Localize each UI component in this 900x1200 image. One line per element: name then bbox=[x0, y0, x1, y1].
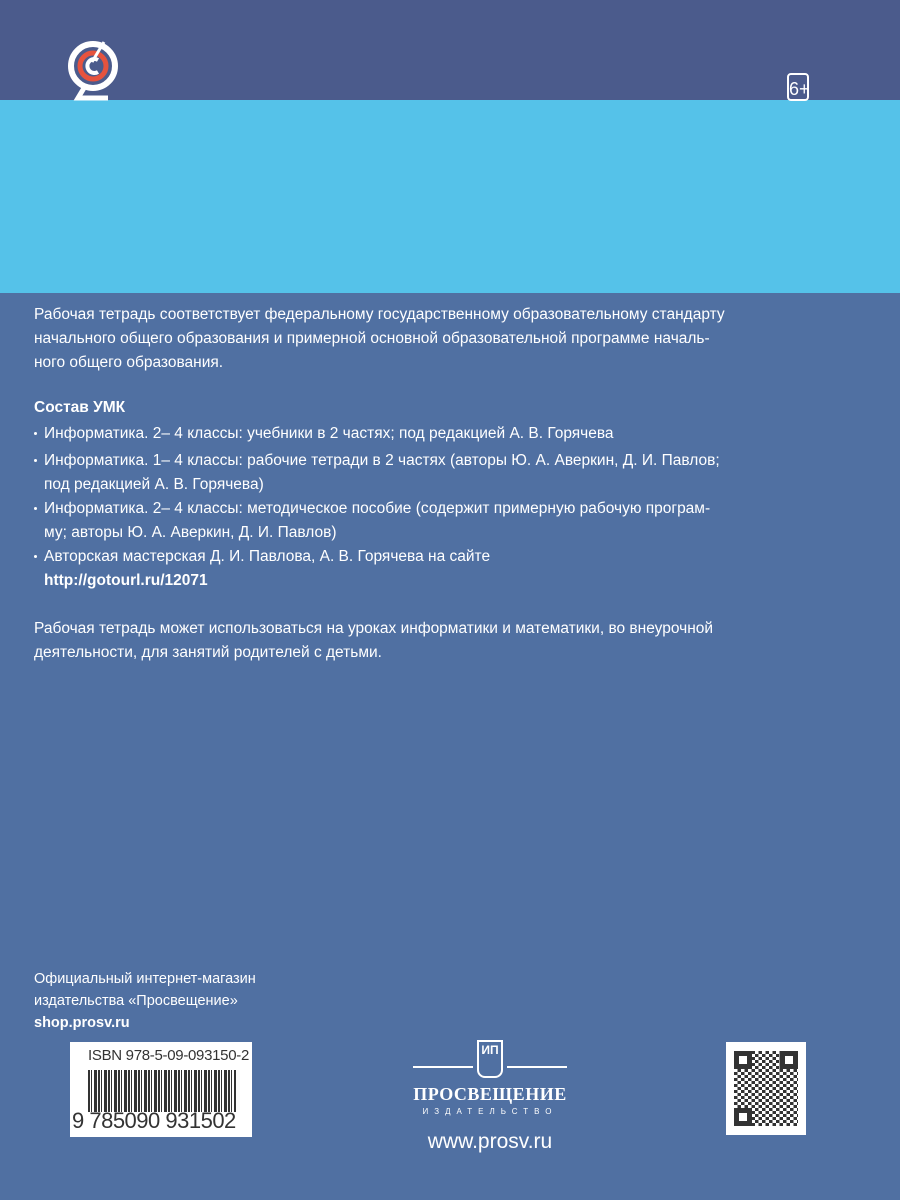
publisher-logo bbox=[410, 1040, 570, 1154]
barcode-icon bbox=[88, 1070, 236, 1112]
intro-line: Рабочая тетрадь соответствует федеральному государственному образовательному стандарту bbox=[34, 306, 725, 323]
umk-line: Информатика. 2– 4 классы: методическое пособие (содержит примерную рабочую програм- bbox=[44, 500, 711, 517]
logo-rule bbox=[413, 1066, 473, 1068]
isbn-barcode bbox=[70, 1042, 252, 1137]
shop-link[interactable]: shop.prosv.ru bbox=[34, 1015, 130, 1031]
logo-rule bbox=[507, 1066, 567, 1068]
usage-line: деятельности, для занятий родителей с детьми. bbox=[34, 644, 382, 661]
shop-info bbox=[34, 968, 256, 1034]
umk-item bbox=[34, 545, 490, 593]
umk-item bbox=[34, 449, 720, 497]
intro-text bbox=[34, 303, 725, 375]
cyan-band bbox=[0, 100, 900, 293]
gotourl-link[interactable]: http://gotourl.ru/12071 bbox=[44, 572, 208, 589]
usage-text bbox=[34, 617, 713, 665]
isbn-label: ISBN 978-5-09-093150-2 bbox=[88, 1047, 250, 1064]
series-logo-icon bbox=[66, 38, 124, 104]
shop-line: Официальный интернет-магазин bbox=[34, 971, 256, 987]
intro-line: начального общего образования и примерной основной образовательной программе началь- bbox=[34, 330, 710, 347]
usage-line: Рабочая тетрадь может использоваться на уроках информатики и математики, во внеурочной bbox=[34, 620, 714, 637]
umk-line: Авторская мастерская Д. И. Павлова, А. В. Горячева на сайте bbox=[44, 548, 491, 565]
umk-item bbox=[34, 422, 614, 446]
publisher-name: ПРОСВЕЩЕНИЕ bbox=[413, 1084, 567, 1104]
umk-item bbox=[34, 497, 710, 545]
umk-line: Информатика. 2– 4 классы: учебники в 2 частях; под редакцией А. В. Горячева bbox=[44, 425, 614, 442]
top-band bbox=[0, 0, 900, 100]
umk-title: Состав УМК bbox=[34, 399, 126, 416]
umk-line: под редакцией А. В. Горячева) bbox=[44, 476, 264, 493]
age-rating-badge: 6+ bbox=[787, 73, 809, 101]
qr-code-icon bbox=[734, 1051, 798, 1126]
publisher-mark-icon: ИП bbox=[477, 1040, 503, 1078]
shop-line: издательства «Просвещение» bbox=[34, 993, 238, 1009]
barcode-number: 9 785090 931502 bbox=[72, 1108, 236, 1133]
qr-code[interactable] bbox=[726, 1042, 806, 1135]
umk-line: му; авторы Ю. А. Аверкин, Д. И. Павлов) bbox=[44, 524, 337, 541]
umk-line: Информатика. 1– 4 классы: рабочие тетради в 2 частях (авторы Ю. А. Аверкин, Д. И. Павлов; bbox=[44, 452, 720, 469]
publisher-url[interactable]: www.prosv.ru bbox=[427, 1130, 553, 1153]
intro-line: ного общего образования. bbox=[34, 354, 224, 371]
publisher-subtitle: ИЗДАТЕЛЬСТВО bbox=[422, 1107, 558, 1116]
